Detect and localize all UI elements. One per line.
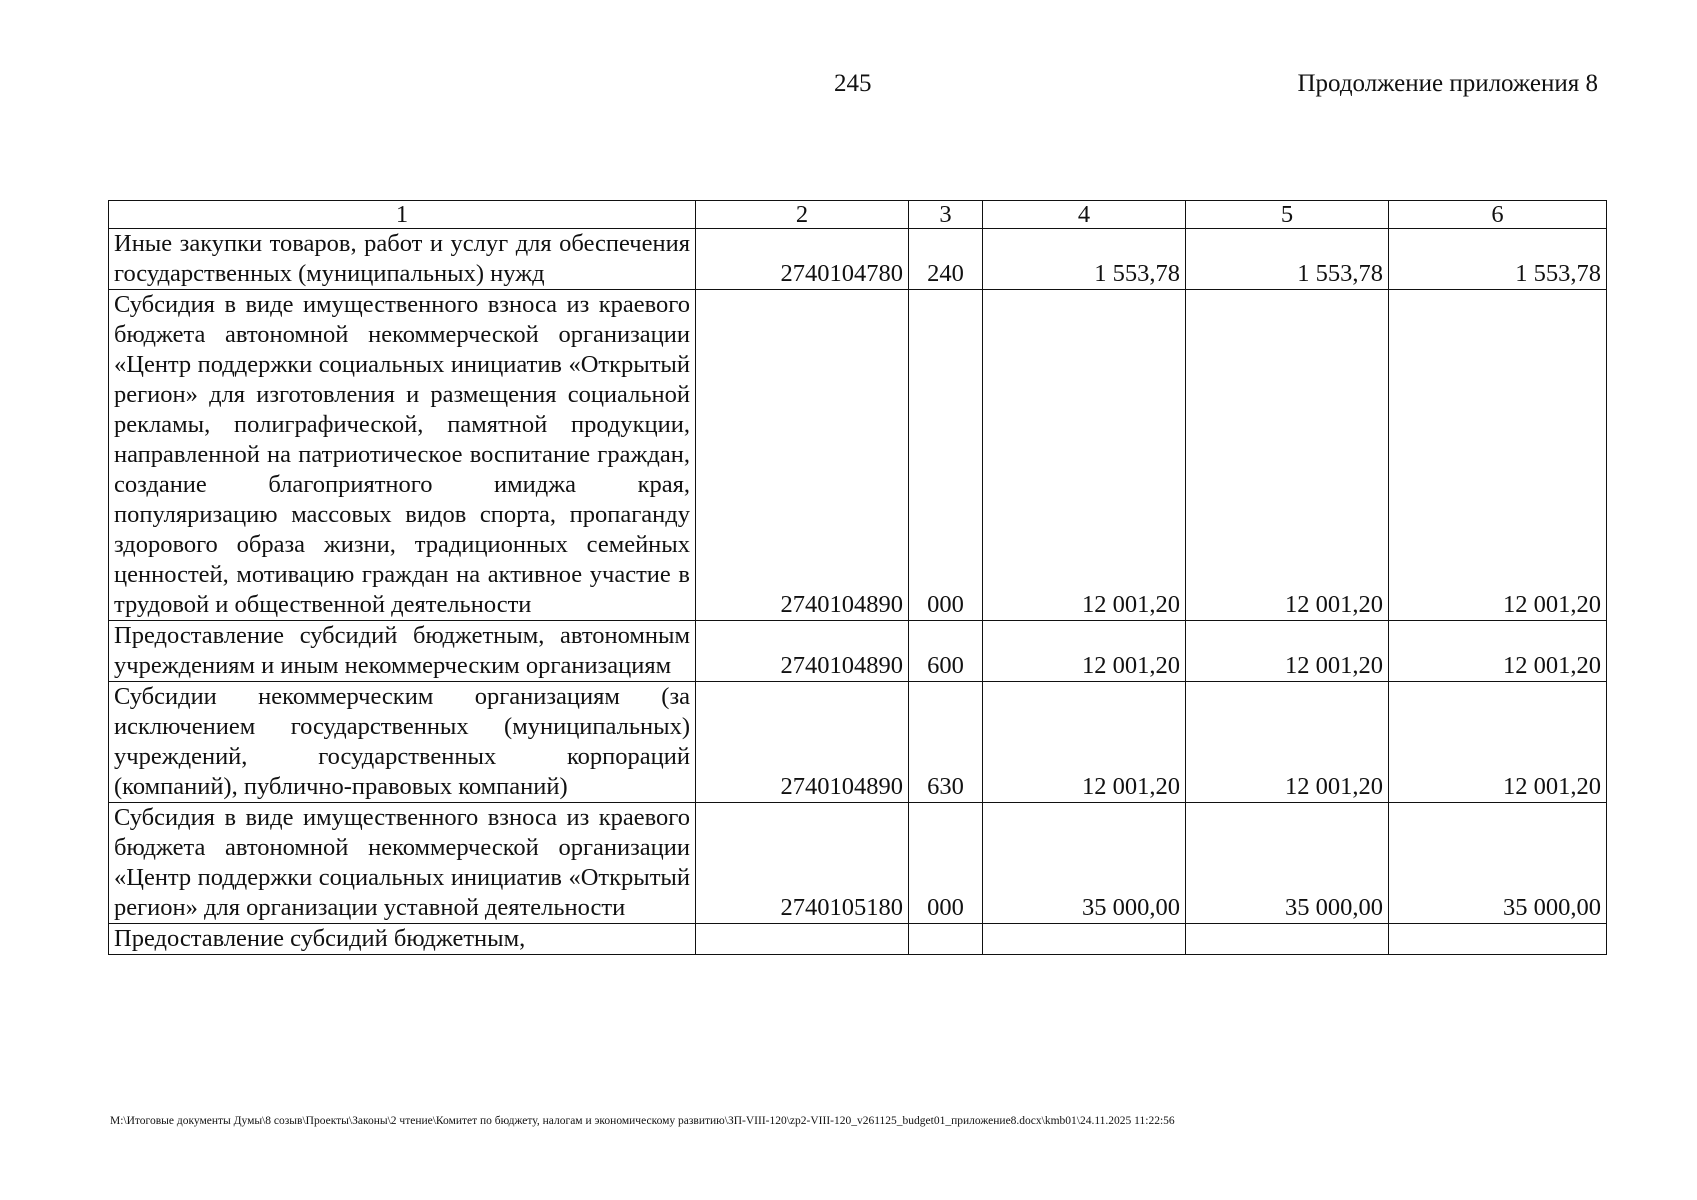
row-amount-col4: 12 001,20 [983, 290, 1186, 621]
row-amount-col5: 12 001,20 [1186, 290, 1389, 621]
header-cell: 2 [696, 201, 909, 229]
row-description: Предоставление субсидий бюджетным, [109, 924, 696, 955]
row-target-code: 2740104780 [696, 229, 909, 290]
header-cell: 4 [983, 201, 1186, 229]
row-expense-type: 240 [909, 229, 983, 290]
row-amount-col6: 35 000,00 [1389, 803, 1607, 924]
table-row [109, 682, 1607, 803]
page-number: 245 [834, 70, 872, 97]
table-row [109, 229, 1607, 290]
header-cell: 6 [1389, 201, 1607, 229]
header-cell: 1 [109, 201, 696, 229]
row-amount-col4: 12 001,20 [983, 621, 1186, 682]
appendix-continuation-label: Продолжение приложения 8 [1297, 70, 1598, 97]
row-description: Иные закупки товаров, работ и услуг для обеспечения государственных (муниципальных) нужд [109, 229, 696, 290]
row-amount-col5: 1 553,78 [1186, 229, 1389, 290]
row-target-code: 2740104890 [696, 621, 909, 682]
row-expense-type [909, 924, 983, 955]
row-target-code: 2740104890 [696, 682, 909, 803]
row-amount-col5: 12 001,20 [1186, 621, 1389, 682]
row-amount-col4 [983, 924, 1186, 955]
row-target-code: 2740104890 [696, 290, 909, 621]
row-expense-type: 000 [909, 290, 983, 621]
row-amount-col6: 12 001,20 [1389, 682, 1607, 803]
table-row [109, 290, 1607, 621]
row-amount-col5: 12 001,20 [1186, 682, 1389, 803]
row-amount-col6: 12 001,20 [1389, 290, 1607, 621]
row-description: Субсидия в виде имущественного взноса из краевого бюджета автономной некоммерческой организации «Центр поддержки социальных инициатив «Открытый регион» для изготовления и размещения социальной рекламы, полиграфической, памятной продукции, направленной на патриотическое воспитание граждан, создание благоприятного имиджа края, популяризацию массовых видов спорта, пропаганду здорового образа жизни, традиционных семейных ценностей, мотивацию граждан на активное участие в трудовой и общественной деятельности [109, 290, 696, 621]
row-target-code: 2740105180 [696, 803, 909, 924]
row-description: Предоставление субсидий бюджетным, автономным учреждениям и иным некоммерческим организациям [109, 621, 696, 682]
table-header-row [109, 201, 1607, 229]
row-expense-type: 000 [909, 803, 983, 924]
file-path-footer: M:\Итоговые документы Думы\8 созыв\Проекты\Законы\2 чтение\Комитет по бюджету, налогам и экономическому развитию\ЗП-VIII-120\zp2-VIII-120_v261125_budget01_приложение8.docx\kmb01\24.11.2025 11:22:56 [110, 1115, 1175, 1127]
budget-table [108, 200, 1607, 955]
row-amount-col6 [1389, 924, 1607, 955]
row-amount-col5: 35 000,00 [1186, 803, 1389, 924]
header-cell: 5 [1186, 201, 1389, 229]
row-amount-col4: 12 001,20 [983, 682, 1186, 803]
row-amount-col5 [1186, 924, 1389, 955]
row-amount-col6: 12 001,20 [1389, 621, 1607, 682]
row-expense-type: 630 [909, 682, 983, 803]
row-target-code [696, 924, 909, 955]
table-row-partial [109, 924, 1607, 955]
row-amount-col4: 35 000,00 [983, 803, 1186, 924]
row-amount-col4: 1 553,78 [983, 229, 1186, 290]
row-description: Субсидия в виде имущественного взноса из краевого бюджета автономной некоммерческой организации «Центр поддержки социальных инициатив «Открытый регион» для организации уставной деятельности [109, 803, 696, 924]
row-description: Субсидии некоммерческим организациям (за исключением государственных (муниципальных) учреждений, государственных корпораций (компаний), публично-правовых компаний) [109, 682, 696, 803]
table-row [109, 621, 1607, 682]
header-cell: 3 [909, 201, 983, 229]
row-expense-type: 600 [909, 621, 983, 682]
table-row [109, 803, 1607, 924]
row-amount-col6: 1 553,78 [1389, 229, 1607, 290]
